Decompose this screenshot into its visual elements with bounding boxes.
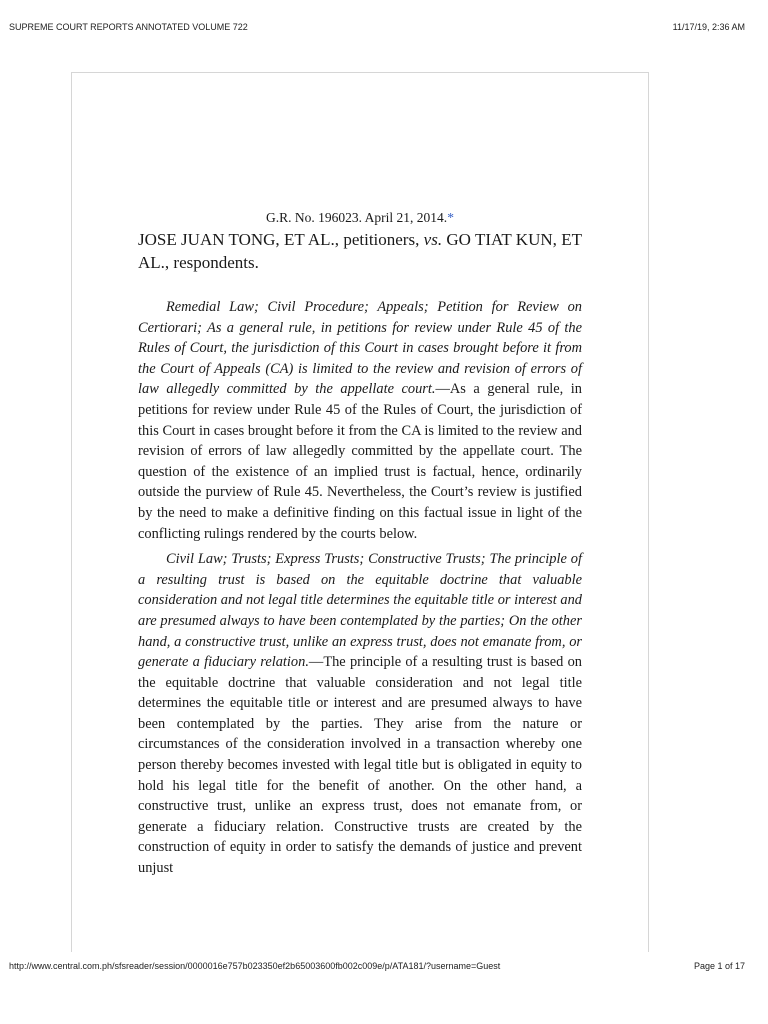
syllabus-heading: Civil Law; Trusts; Express Trusts; Constructive Trusts; The principle of a resulting trust is based on the equitable doctrine that valuable consideration and not legal title determines the equitable title or interest and are presumed always to have been contemplated by the parties; On the other hand, a constructive trust, unlike an express trust, does not emanate from, or generate a fiduciary relation. [138,551,582,671]
document-content [138,200,582,879]
page-indicator: Page 1 of 17 [693,961,745,971]
syllabus-heading: Remedial Law; Civil Procedure; Appeals; Petition for Review on Certiorari; As a general rule, in petitions for review under Rule 45 of the Rules of Court, the jurisdiction of this Court in cases brought before it from the Court of Appeals (CA) is limited to the review and revision of errors of law allegedly committed by the appellate court. [138,299,582,398]
footnote-link[interactable]: * [447,210,454,225]
syllabus-body: —As a general rule, in petitions for review under Rule 45 of the Rules of Court, the jurisdiction of this Court in cases brought before it from the CA is limited to the review and revision of errors of law allegedly committed by the appellate court. The question of the existence of an implied trust is factual, hence, ordinarily outside the purview of Rule 45. Nevertheless, the Court’s review is justified by the need to make a definitive finding on this factual issue in light of the conflicting rulings rendered by the courts below. [138,381,582,542]
document-title: SUPREME COURT REPORTS ANNOTATED VOLUME 722 [9,22,248,32]
print-footer [0,961,768,975]
syllabus-body: —The principle of a resulting trust is based on the equitable doctrine that valuable consideration and not legal title determines the equitable title or interest and are presumed always to have been contemplated by the parties. They arise from the nature or circumstances of the consideration involved in a transaction whereby one person thereby becomes invested with legal title but is obligated in equity to hold his legal title for the benefit of another. On the other hand, a constructive trust, unlike an express trust, does not emanate from, or generate a fiduciary relation. Constructive trusts are created by the construction of equity in order to satisfy the demands of justice and prevent unjust [138,654,583,877]
case-title: JOSE JUAN TONG, ET AL., petitioners, vs. GO TIAT KUN, ET AL., respondents. [138,230,582,272]
syllabus-paragraph [138,297,582,544]
syllabus-paragraph [138,549,582,879]
case-number: G.R. No. 196023. April 21, 2014.* [266,210,454,225]
source-url-link[interactable]: http://www.central.com.ph/sfsreader/session/0000016e757b023350ef2b65003600fb002c009e/p/ATA181/?username=Guest [9,961,501,971]
print-header [0,22,768,36]
print-timestamp: 11/17/19, 2:36 AM [672,22,745,32]
